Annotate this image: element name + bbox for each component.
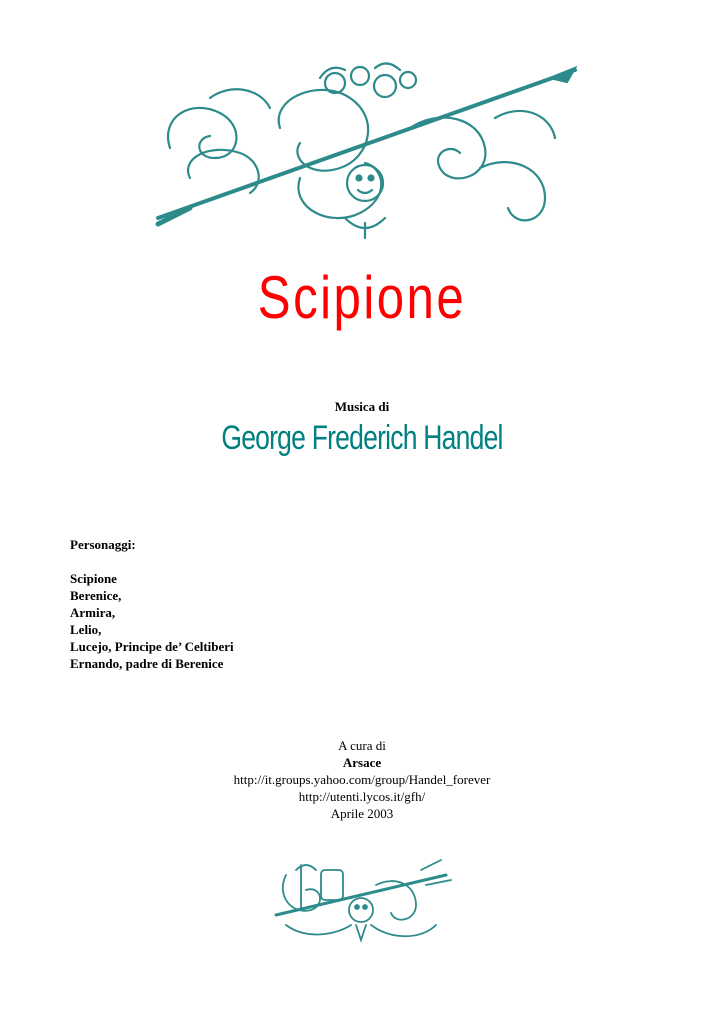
characters-heading: Personaggi: (70, 537, 136, 552)
top-ornament-illustration (150, 58, 580, 243)
credits-section (0, 737, 724, 822)
site-url: http://utenti.lycos.it/gfh/ (298, 789, 426, 804)
characters-list (70, 570, 234, 672)
page-title: Scipione (257, 264, 467, 331)
character-item: Ernando, padre di Berenice (70, 656, 224, 671)
character-item: Berenice, (70, 588, 122, 603)
character-item: Scipione (70, 571, 117, 586)
music-by-label: Musica di (334, 399, 390, 414)
character-item: Lelio, (70, 622, 102, 637)
group-url: http://it.groups.yahoo.com/group/Handel_forever (233, 772, 491, 787)
character-item: Lucejo, Principe de’ Celtiberi (70, 639, 234, 654)
character-item: Armira, (70, 605, 116, 620)
bottom-ornament-illustration (266, 855, 456, 947)
curated-by-label: A cura di (338, 738, 386, 753)
characters-section (70, 536, 234, 672)
curator-name: Arsace (342, 755, 382, 770)
composer-name: George Frederich Handel (221, 419, 503, 457)
date: Aprile 2003 (330, 806, 394, 821)
